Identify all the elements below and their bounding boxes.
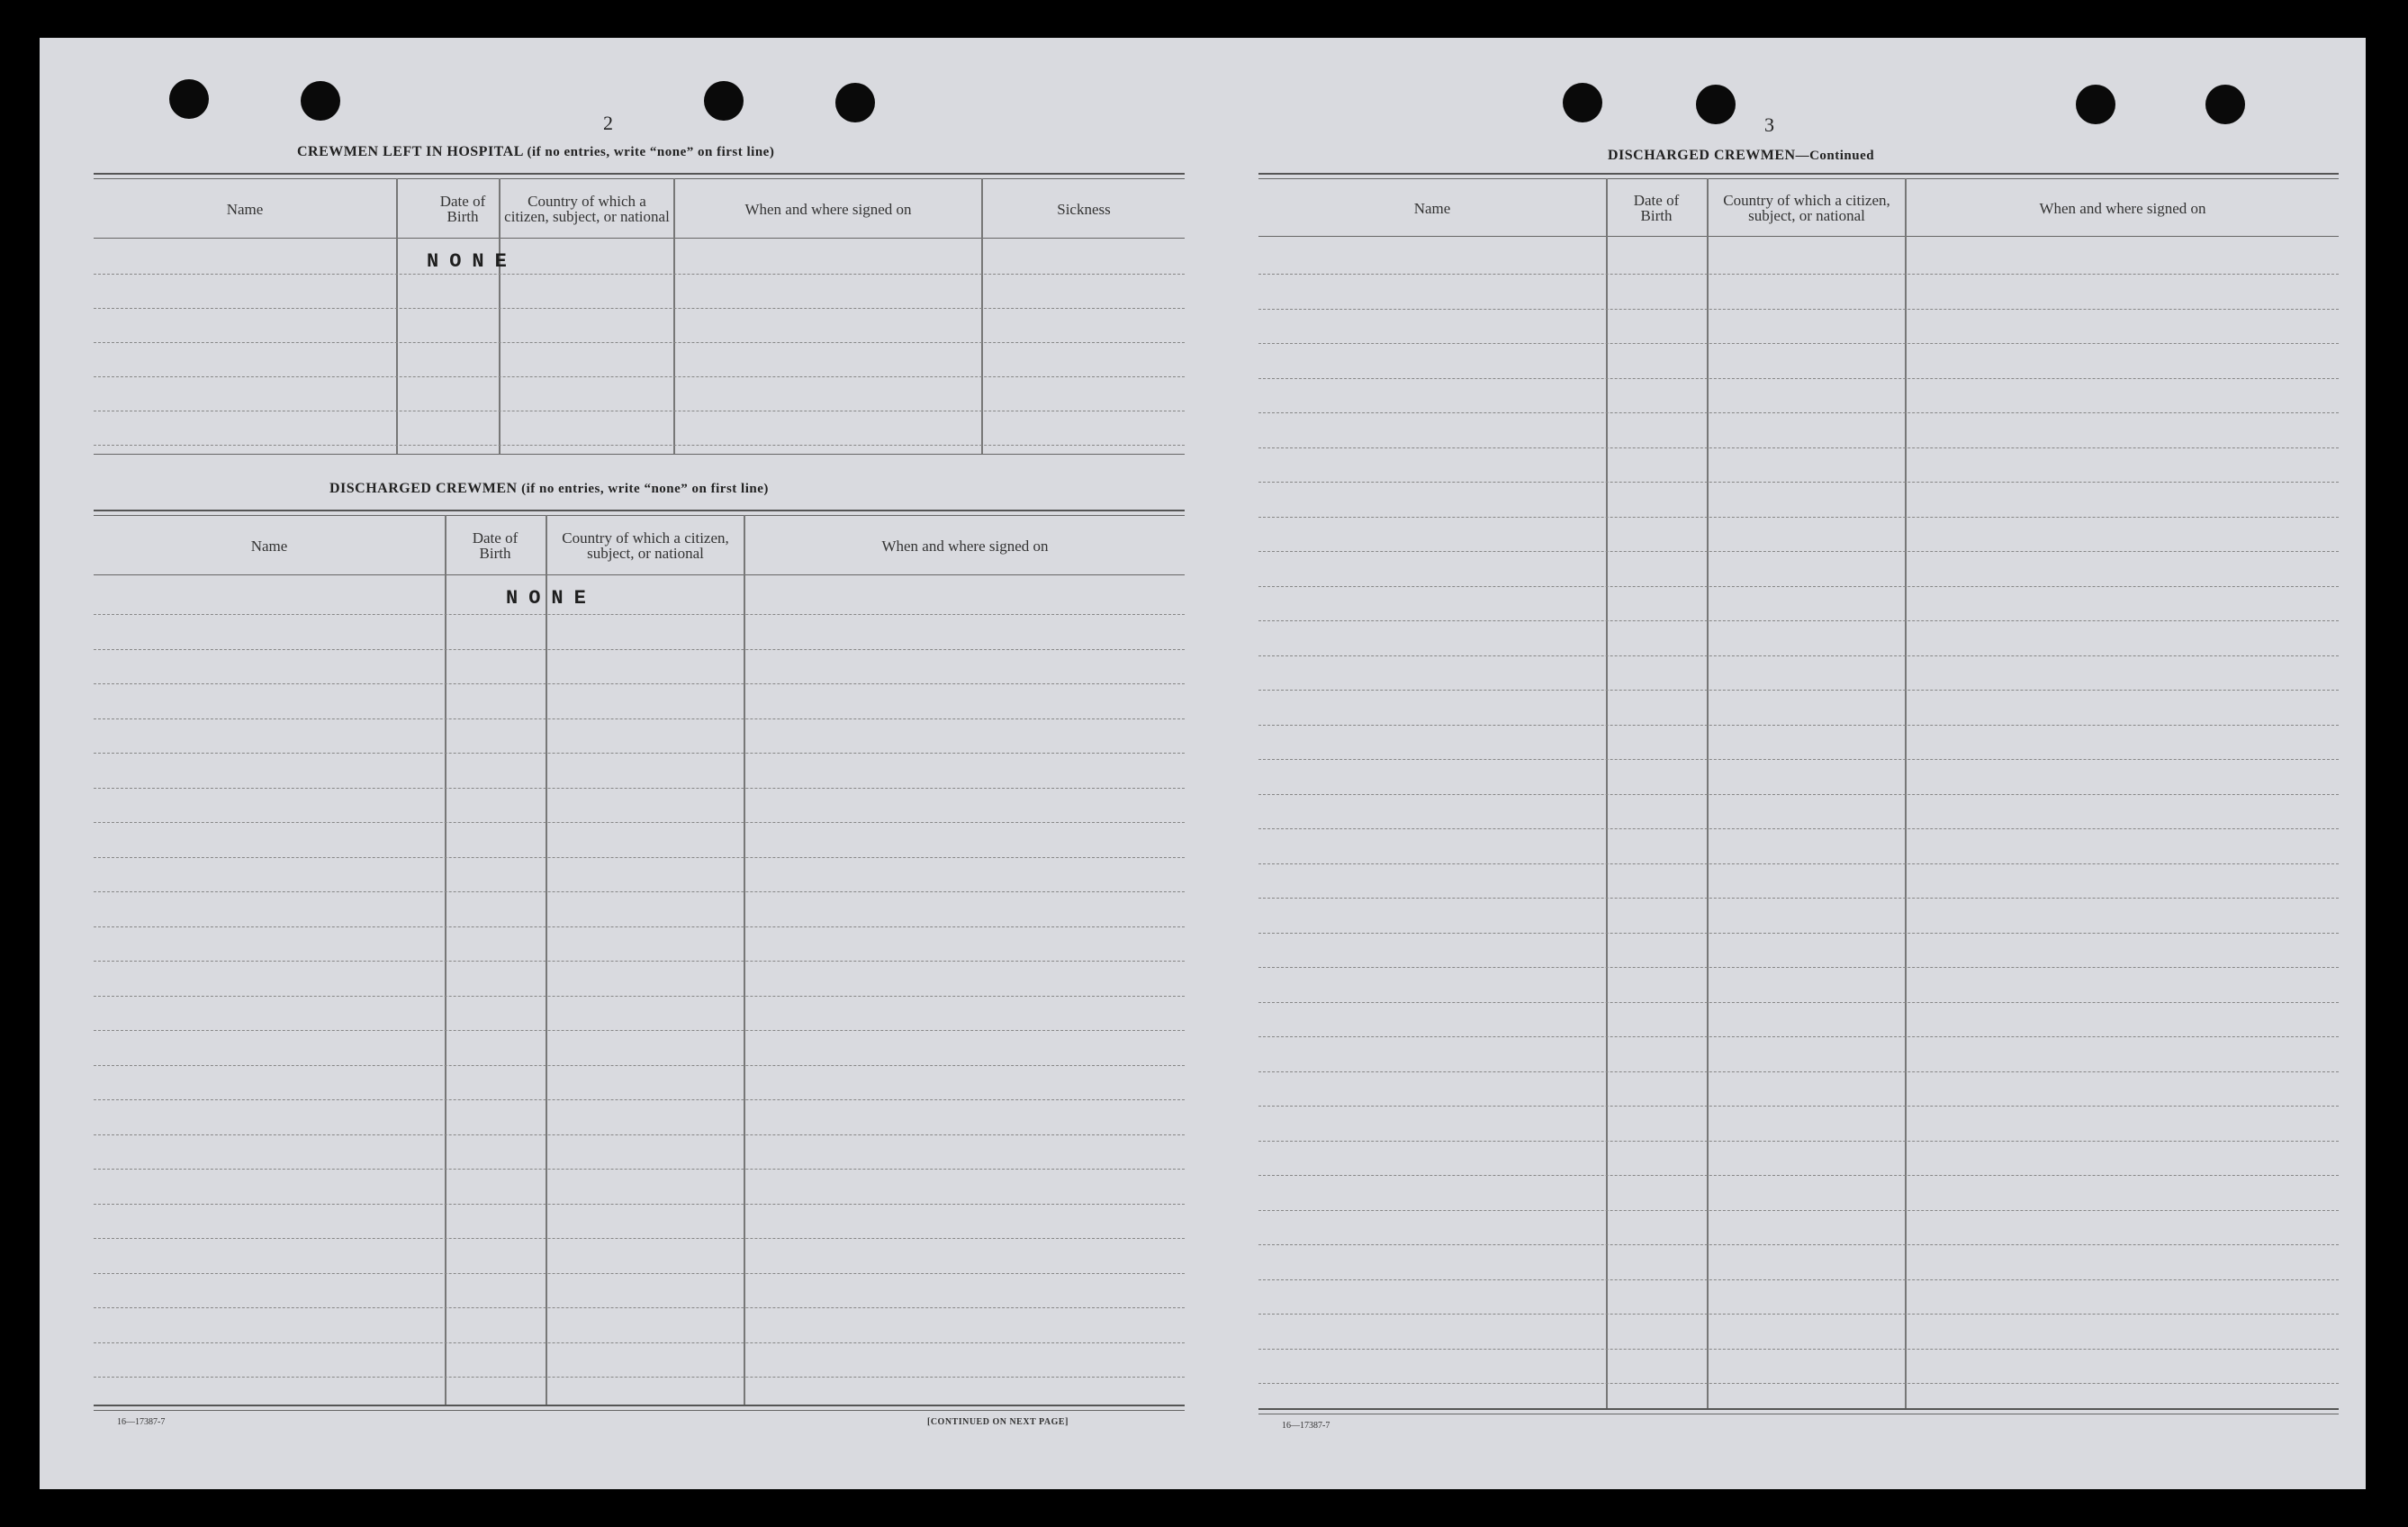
entry-line [94, 1065, 1185, 1066]
table-bottom-rule [94, 1405, 1185, 1406]
entry-line [1258, 725, 2339, 726]
entry-line [94, 308, 1185, 309]
column-header-date-of-birth: Date of Birth [1633, 192, 1680, 224]
discharged-title-text: DISCHARGED CREWMEN [329, 481, 518, 496]
entry-line [1258, 828, 2339, 829]
discharged-section-title [329, 481, 769, 497]
column-header-date-of-birth: Date of Birth [439, 193, 486, 225]
entry-line [1258, 412, 2339, 413]
entry-line [1258, 794, 2339, 795]
entry-line [94, 718, 1185, 719]
punch-hole [835, 83, 875, 122]
entry-line [1258, 967, 2339, 968]
entry-line [1258, 1106, 2339, 1107]
header-bottom-rule [94, 238, 1185, 239]
entry-line [94, 274, 1185, 275]
form-number-right: 16—17387-7 [1282, 1421, 1330, 1431]
continued-note: [CONTINUED ON NEXT PAGE] [927, 1417, 1069, 1427]
entry-line [94, 857, 1185, 858]
column-header-country: Country of which a citizen, subject, or national [504, 193, 670, 225]
punch-hole [1563, 83, 1602, 122]
form-number-left: 16—17387-7 [117, 1417, 166, 1427]
entry-line [1258, 447, 2339, 448]
entry-line [94, 926, 1185, 927]
punch-hole [169, 79, 209, 119]
entry-line [94, 1342, 1185, 1343]
document-sheet [40, 38, 2366, 1489]
entry-line [1258, 898, 2339, 899]
column-header-name: Name [226, 200, 264, 218]
entry-line [1258, 1314, 2339, 1315]
column-header-sickness: Sickness [1057, 200, 1111, 218]
column-header-name: Name [250, 537, 288, 555]
entry-line [94, 1273, 1185, 1274]
table-bottom-rule [94, 454, 1185, 455]
entry-line [94, 1134, 1185, 1135]
entry-line [1258, 517, 2339, 518]
header-bottom-rule [1258, 236, 2339, 237]
discharged-continued-title [1608, 148, 1874, 164]
discharged-title-note: (if no entries, write “none” on first line) [521, 482, 769, 496]
entry-line [1258, 1071, 2339, 1072]
entry-line [1258, 1244, 2339, 1245]
table-bottom-rule [94, 1410, 1185, 1411]
entry-line [1258, 309, 2339, 310]
table-bottom-rule [1258, 1408, 2339, 1410]
entry-line [1258, 1383, 2339, 1384]
none-stamp: NONE [506, 587, 597, 610]
punch-hole [2076, 85, 2115, 124]
table-top-rule [94, 510, 1185, 511]
page-number-left: 2 [603, 112, 613, 134]
column-header-country: Country of which a citizen, subject, or national [1723, 192, 1890, 224]
hospital-title-note: (if no entries, write “none” on first line) [527, 145, 775, 159]
page-number-right: 3 [1764, 113, 1774, 136]
entry-line [94, 1099, 1185, 1100]
column-header-date-of-birth: Date of Birth [472, 529, 519, 562]
entry-line [94, 961, 1185, 962]
punch-hole [704, 81, 744, 121]
column-header-when-where: When and where signed on [744, 200, 912, 218]
punch-hole [1696, 85, 1736, 124]
table-top-rule [94, 178, 1185, 179]
column-header-when-where: When and where signed on [2039, 199, 2206, 217]
entry-line [1258, 378, 2339, 379]
entry-line [94, 683, 1185, 684]
entry-line [1258, 274, 2339, 275]
entry-line [94, 614, 1185, 615]
table-top-rule [1258, 178, 2339, 179]
entry-line [94, 996, 1185, 997]
entry-line [1258, 690, 2339, 691]
discharged-continued-suffix: —Continued [1795, 149, 1875, 163]
entry-line [1258, 655, 2339, 656]
entry-line [1258, 551, 2339, 552]
entry-line [94, 649, 1185, 650]
entry-line [1258, 1141, 2339, 1142]
header-bottom-rule [94, 574, 1185, 575]
entry-line [1258, 482, 2339, 483]
hospital-title-text: CREWMEN LEFT IN HOSPITAL [297, 144, 524, 159]
punch-hole [2205, 85, 2245, 124]
entry-line [1258, 759, 2339, 760]
entry-line [1258, 1175, 2339, 1176]
hospital-section-title [297, 144, 774, 160]
entry-line [94, 376, 1185, 377]
column-header-country: Country of which a citizen, subject, or national [562, 529, 729, 562]
punch-hole [301, 81, 340, 121]
entry-line [1258, 1036, 2339, 1037]
entry-line [1258, 863, 2339, 864]
table-top-rule [94, 515, 1185, 516]
entry-line [94, 1377, 1185, 1378]
entry-line [94, 1238, 1185, 1239]
entry-line [1258, 933, 2339, 934]
table-top-rule [94, 173, 1185, 175]
entry-line [1258, 620, 2339, 621]
entry-line [94, 788, 1185, 789]
entry-line [94, 445, 1185, 446]
entry-line [94, 342, 1185, 343]
column-divider [499, 178, 501, 454]
entry-line [94, 1030, 1185, 1031]
entry-line [1258, 1002, 2339, 1003]
column-divider [396, 178, 398, 454]
entry-line [1258, 1279, 2339, 1280]
entry-line [1258, 586, 2339, 587]
none-stamp: NONE [427, 250, 518, 273]
table-top-rule [1258, 173, 2339, 175]
entry-line [1258, 343, 2339, 344]
entry-line [94, 822, 1185, 823]
entry-line [1258, 1349, 2339, 1350]
entry-line [94, 1307, 1185, 1308]
entry-line [94, 891, 1185, 892]
column-header-name: Name [1413, 199, 1451, 217]
entry-line [94, 753, 1185, 754]
column-header-when-where: When and where signed on [881, 537, 1049, 555]
entry-line [94, 1204, 1185, 1205]
entry-line [94, 1169, 1185, 1170]
entry-line [1258, 1210, 2339, 1211]
discharged-continued-title-text: DISCHARGED CREWMEN [1608, 148, 1796, 163]
